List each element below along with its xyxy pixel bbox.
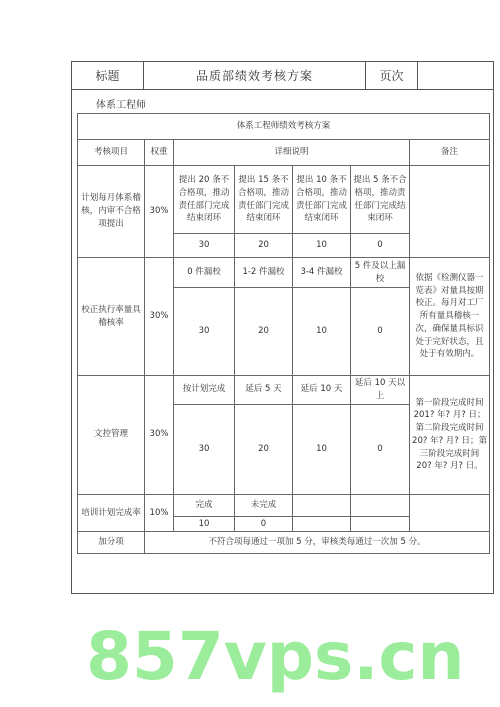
row-3-score-3: 10	[293, 404, 351, 494]
row-2-criterion-2: 1-2 件漏校	[235, 258, 293, 288]
row-2-item: 校正执行率量具稽核率	[78, 258, 145, 376]
row-3-score-2: 20	[235, 404, 293, 494]
site-watermark: 857vps.cn	[86, 618, 465, 695]
column-header-detail: 详细说明	[174, 140, 410, 166]
row-2-score-4: 0	[351, 288, 410, 376]
row-4-criterion-1: 完成	[174, 494, 235, 516]
document-title: 品质部绩效考核方案	[144, 62, 366, 89]
row-1-score-4: 0	[351, 234, 410, 258]
row-2-note: 依据《检测仪器一览表》对量具按期校正。每月对工厂所有量具稽核一次，确保量具标识处于完好状态，且处于有效期内。	[410, 258, 490, 376]
bonus-text: 不符合项每通过一项加 5 分，审核类每通过一次加 5 分。	[145, 532, 490, 554]
row-3-criterion-4: 延后 10 天以上	[351, 376, 410, 405]
role-heading: 体系工程师	[96, 100, 146, 111]
row-3-score-1: 30	[174, 404, 235, 494]
row-4-score-4	[351, 516, 410, 532]
row-2-score-3: 10	[293, 288, 351, 376]
row-1-criterion-2: 提出 15 条不合格项，推动责任部门完成结束闭环	[235, 166, 293, 234]
row-1-criterion-1: 提出 20 条不合格项，推动责任部门完成结束闭环	[174, 166, 235, 234]
column-header-weight: 权重	[145, 140, 174, 166]
header-label: 标题	[72, 62, 144, 89]
row-2-weight: 30%	[145, 258, 174, 376]
row-1-note	[410, 166, 490, 258]
document-header	[72, 62, 493, 90]
row-4-criterion-2: 未完成	[235, 494, 293, 516]
row-3-criterion-2: 延后 5 天	[235, 376, 293, 405]
row-1-score-2: 20	[235, 234, 293, 258]
row-1-criterion-3: 提出 10 条不合格项，推动责任部门完成结束闭环	[293, 166, 351, 234]
row-1-weight: 30%	[145, 166, 174, 258]
column-header-note: 备注	[410, 140, 490, 166]
assessment-table	[77, 113, 490, 554]
row-2-score-1: 30	[174, 288, 235, 376]
row-3-note: 第一阶段完成时间 201? 年? 月? 日；第二阶段完成时间 20? 年? 月? 日；第三阶段完成时间 20? 年? 月? 日。	[410, 376, 490, 495]
column-header-item: 考核项目	[78, 140, 145, 166]
row-2-score-2: 20	[235, 288, 293, 376]
row-4-item: 培训计划完成率	[78, 494, 145, 532]
page-number-label: 页次	[366, 62, 418, 89]
row-3-score-4: 0	[351, 404, 410, 494]
row-2-criterion-1: 0 件漏校	[174, 258, 235, 288]
row-1-item: 计划每月体系稽核，内审不合格项提出	[78, 166, 145, 258]
bonus-label: 加分项	[78, 532, 145, 554]
row-2-criterion-3: 3-4 件漏校	[293, 258, 351, 288]
table-title: 体系工程师绩效考核方案	[78, 114, 490, 140]
row-3-criterion-1: 按计划完成	[174, 376, 235, 405]
row-1-criterion-4: 提出 5 条不合格项，推动责任部门完成结束闭环	[351, 166, 410, 234]
row-3-weight: 30%	[145, 376, 174, 495]
row-4-weight: 10%	[145, 494, 174, 532]
row-3-criterion-3: 延后 10 天	[293, 376, 351, 405]
row-1-score-1: 30	[174, 234, 235, 258]
page-number-value	[418, 62, 493, 89]
row-4-score-2: 0	[235, 516, 293, 532]
row-2-criterion-4: 5 件及以上漏校	[351, 258, 410, 288]
row-4-score-3	[293, 516, 351, 532]
row-4-note	[410, 494, 490, 532]
row-1-score-3: 10	[293, 234, 351, 258]
row-3-item: 文控管理	[78, 376, 145, 495]
row-4-criterion-4	[351, 494, 410, 516]
row-4-score-1: 10	[174, 516, 235, 532]
document-page	[71, 61, 494, 594]
row-4-criterion-3	[293, 494, 351, 516]
